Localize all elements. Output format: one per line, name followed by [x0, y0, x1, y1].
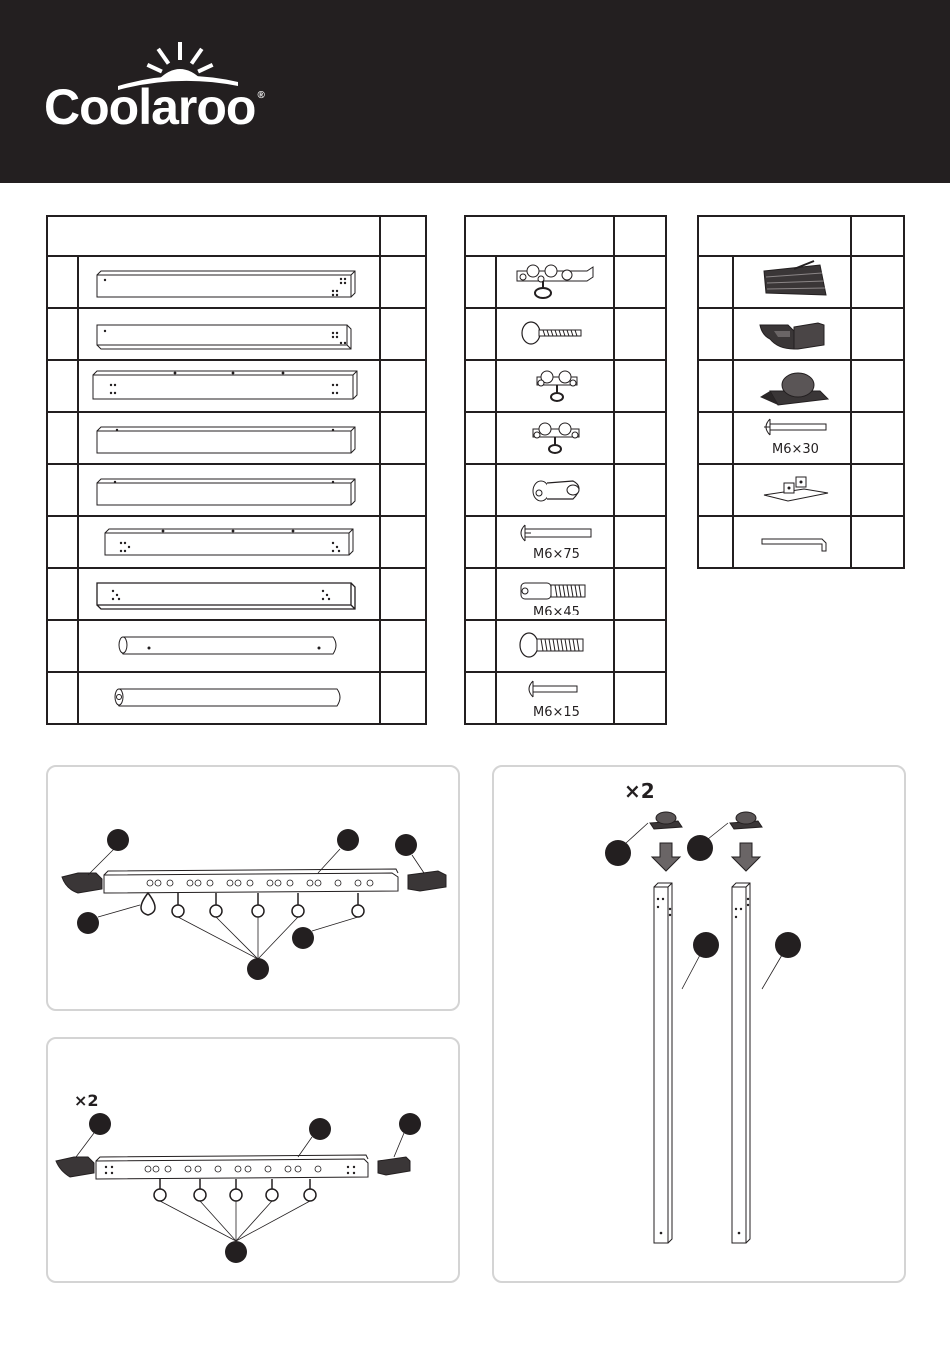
- label-m6x45: M6×45: [532, 605, 580, 615]
- multiplier-c: ×2: [624, 779, 655, 803]
- accessory-parts-table: [697, 215, 905, 569]
- step-b-diagram: [48, 1039, 458, 1281]
- part-beam-d: [78, 412, 380, 464]
- label-m6x75: M6×75: [532, 547, 580, 562]
- part-bolt-m6x75: [496, 516, 614, 568]
- callout-c3: [693, 932, 719, 958]
- part-screw-m6x30: [733, 412, 851, 464]
- callout-c1: [605, 840, 631, 866]
- header-banner: [0, 0, 950, 183]
- step-c-diagram: [494, 767, 904, 1281]
- callout-a3: [395, 834, 417, 856]
- callout-a2: [337, 829, 359, 851]
- part-corner-bracket: [733, 308, 851, 360]
- callout-a4: [77, 912, 99, 934]
- step-panel-b: [46, 1037, 460, 1283]
- part-beam-f: [78, 516, 380, 568]
- part-shade-fabric: [733, 256, 851, 308]
- step-panel-c: [492, 765, 906, 1283]
- part-hex-key: [733, 516, 851, 568]
- callout-b4: [225, 1241, 247, 1263]
- part-beam-c: [78, 360, 380, 412]
- callout-b1: [89, 1113, 111, 1135]
- part-pulley-single: [496, 360, 614, 412]
- callout-a1: [107, 829, 129, 851]
- part-tube-holes: [78, 620, 380, 672]
- part-bolt-m6x45: [496, 568, 614, 620]
- callout-c4: [775, 932, 801, 958]
- part-post-cap: [733, 360, 851, 412]
- callout-b3: [399, 1113, 421, 1135]
- callout-a6: [247, 958, 269, 980]
- brand-logo: Coolaroo ®: [44, 79, 264, 135]
- part-carriage-bolt: [496, 620, 614, 672]
- part-beam-g: [78, 568, 380, 620]
- hardware-parts-table: [464, 215, 667, 725]
- callout-b2: [309, 1118, 331, 1140]
- step-a-diagram: [48, 767, 458, 1009]
- label-m6x30: M6×30: [772, 442, 820, 457]
- callout-a5: [292, 927, 314, 949]
- part-pulley-bracket: [496, 256, 614, 308]
- step-panel-a: [46, 765, 460, 1011]
- part-bolt-m6x15: [496, 672, 614, 724]
- callout-c2: [687, 835, 713, 861]
- part-threaded-knob: [496, 308, 614, 360]
- part-anchor-plate: [733, 464, 851, 516]
- part-beam-long-b: [78, 308, 380, 360]
- frame-parts-table: [46, 215, 427, 725]
- part-swivel-eye: [496, 464, 614, 516]
- part-beam-e: [78, 464, 380, 516]
- part-tube-plain: [78, 672, 380, 724]
- part-beam-long-a: [78, 256, 380, 308]
- label-m6x15: M6×15: [532, 705, 580, 719]
- multiplier-b: ×2: [74, 1091, 99, 1110]
- part-pulley-double: [496, 412, 614, 464]
